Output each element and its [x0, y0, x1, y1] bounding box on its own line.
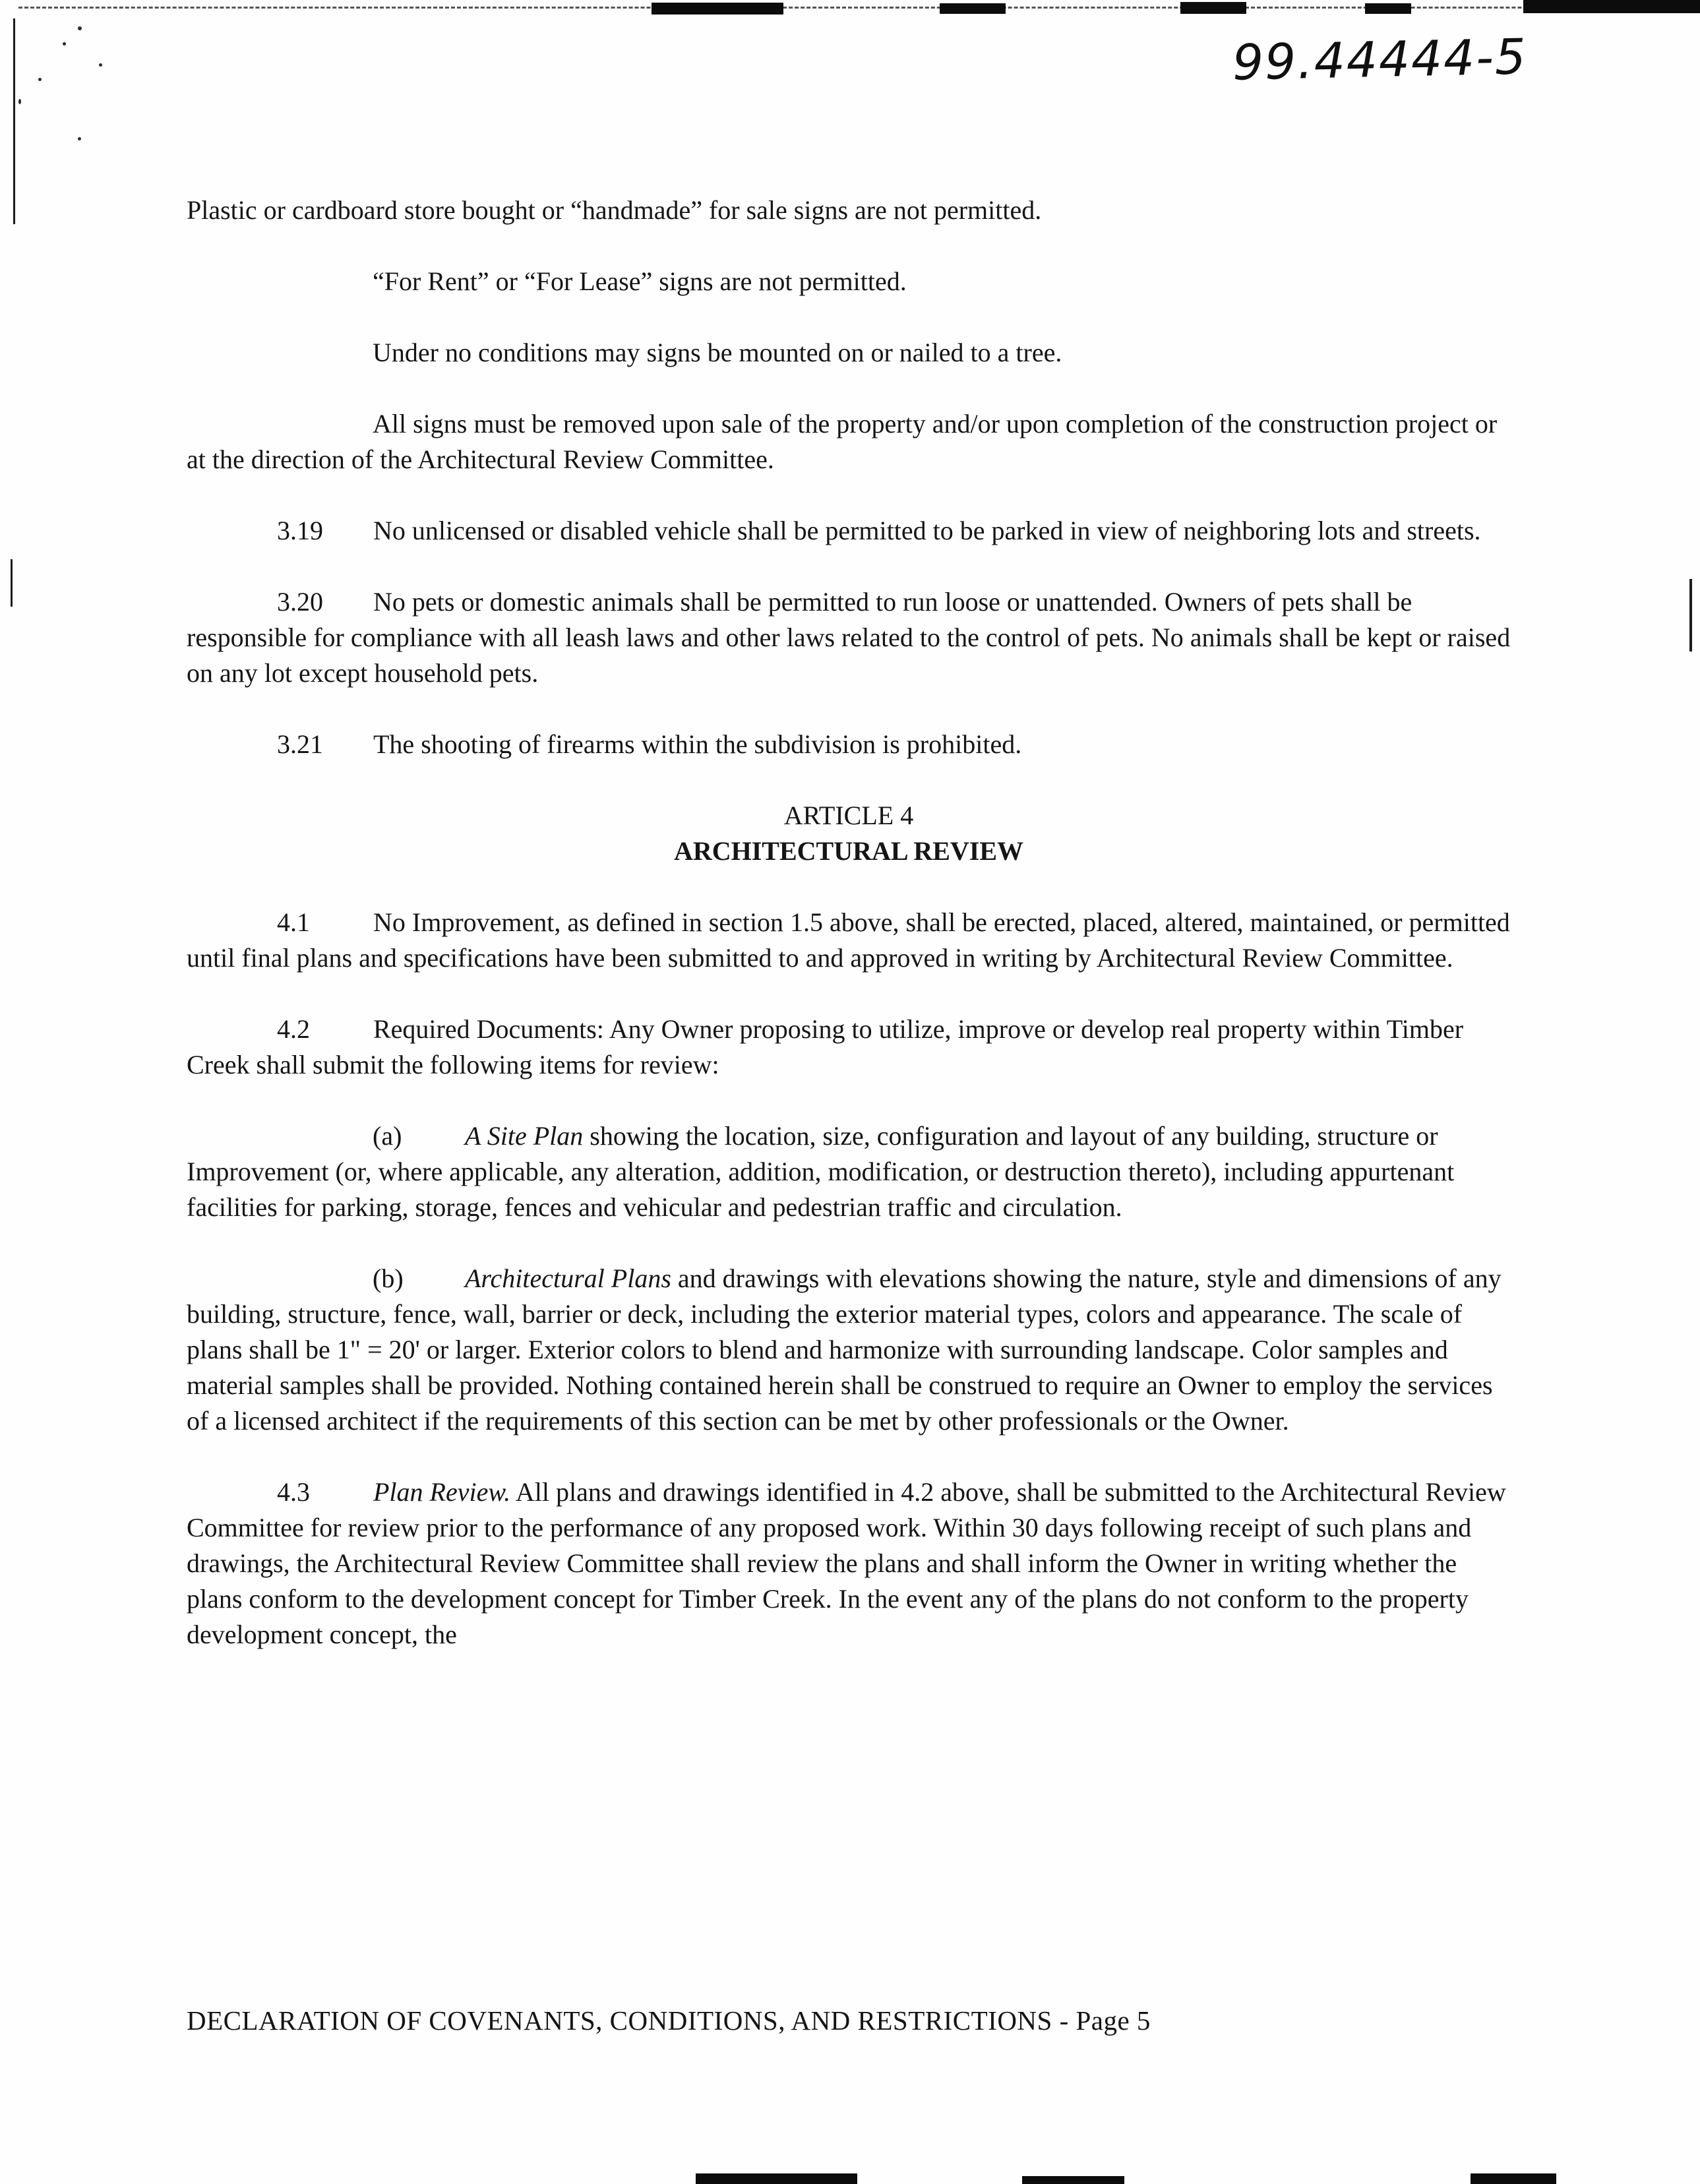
section-3-19 [187, 513, 1511, 549]
paragraph-sign-removal: All signs must be removed upon sale of the property and/or upon completion of the construction project or at the direction of the Architectural Review Committee. [187, 409, 1498, 474]
paragraph-signs-on-tree: Under no conditions may signs be mounted on or nailed to a tree. [373, 338, 1062, 367]
scan-artifact-blot [1365, 3, 1411, 14]
scan-artifact-blot [1471, 2173, 1556, 2184]
section-4-3 [187, 1474, 1511, 1653]
article-title: ARCHITECTURAL REVIEW [673, 836, 1024, 866]
scan-artifact-blot [940, 3, 1006, 14]
section-3-20 [187, 584, 1511, 691]
paragraph-for-rent-signs: “For Rent” or “For Lease” signs are not permitted. [373, 266, 907, 296]
article-number: ARTICLE 4 [783, 801, 914, 830]
paragraph-plastic-signs: Plastic or cardboard store bought or “handmade” for sale signs are not permitted. [187, 195, 1042, 225]
section-title-italic: Plan Review. [373, 1477, 511, 1507]
item-label: (b) [373, 1263, 404, 1293]
scan-artifact-right-tick [1689, 579, 1692, 652]
item-label: (a) [373, 1121, 402, 1151]
section-4-2 [187, 1012, 1511, 1083]
scan-artifact-blot [1523, 0, 1700, 13]
item-text: showing the location, size, configuration and layout of any building, structure or Improvement (or, where applicable, any alteration, addition, modification, or destruction thereto), including appurtenant facilities for parking, storage, fences and vehicular and pedestrian traffic and circulation. [187, 1121, 1455, 1222]
item-text: and drawings with elevations showing the nature, style and dimensions of any building, structure, fence, wall, barrier or deck, including the exterior material types, colors and appearance. The scale of plans shall be 1" = 20' or larger. Exterior colors to blend and harmonize with surrounding landscape. Color samples and material samples shall be provided. Nothing contained herein shall be construed to require an Owner to employ the services of a licensed architect if the requirements of this section can be met by other professionals or the Owner. [187, 1263, 1502, 1436]
section-number: 3.19 [277, 516, 323, 545]
scan-artifact-blot [1180, 2, 1246, 14]
section-text: No unlicensed or disabled vehicle shall be permitted to be parked in view of neighboring lots and streets. [373, 516, 1481, 545]
section-number: 3.21 [277, 729, 323, 759]
scan-artifact-speckle [38, 78, 42, 81]
item-a-site-plan [187, 1118, 1511, 1225]
item-title-italic: Architectural Plans [465, 1263, 671, 1293]
item-title-italic: A Site Plan [465, 1121, 584, 1151]
scan-artifact-blot [652, 3, 783, 15]
scan-artifact-blot [696, 2173, 857, 2184]
scan-artifact-left-tick [11, 559, 13, 607]
section-text: No Improvement, as defined in section 1.5 above, shall be erected, placed, altered, maintained, or permitted until final plans and specifications have been submitted to and approved in writing by Architectural Review Committee. [187, 907, 1510, 973]
scan-artifact-left-line [13, 18, 15, 224]
item-b-architectural-plans [187, 1261, 1511, 1439]
section-3-21 [187, 727, 1511, 762]
document-footer: DECLARATION OF COVENANTS, CONDITIONS, AND RESTRICTIONS - Page 5 [187, 2005, 1151, 2036]
section-number: 4.3 [277, 1477, 310, 1507]
scan-artifact-speckle [78, 137, 81, 140]
handwritten-case-number: 99.44444-5 [1232, 28, 1528, 92]
scan-artifact-speckle [99, 63, 102, 67]
section-text: Required Documents: Any Owner proposing to utilize, improve or develop real property within Timber Creek shall submit the following items for review: [187, 1014, 1464, 1079]
section-number: 3.20 [277, 587, 323, 617]
section-number: 4.1 [277, 907, 310, 937]
scan-artifact-speckle [63, 42, 66, 46]
scan-artifact-speckle [78, 26, 82, 30]
section-number: 4.2 [277, 1014, 310, 1044]
section-text: The shooting of firearms within the subdivision is prohibited. [373, 729, 1022, 759]
document-body [187, 193, 1511, 1688]
section-4-1 [187, 905, 1511, 976]
scan-artifact-blot [1022, 2176, 1124, 2184]
section-text: No pets or domestic animals shall be permitted to run loose or unattended. Owners of pets shall be responsible for compliance with all leash laws and other laws related to the control of pets. No animals shall be kept or raised on any lot except household pets. [187, 587, 1511, 688]
section-text: All plans and drawings identified in 4.2 above, shall be submitted to the Architectural Review Committee for review prior to the performance of any proposed work. Within 30 days following receipt of such plans and drawings, the Architectural Review Committee shall review the plans and shall inform the Owner in writing whether the plans conform to the development concept for Timber Creek. In the event any of the plans do not conform to the property development concept, the [187, 1477, 1506, 1649]
scan-artifact-top-dashed-line [18, 7, 1693, 9]
scan-artifact-speckle [18, 99, 21, 104]
article-4-heading [187, 798, 1511, 869]
